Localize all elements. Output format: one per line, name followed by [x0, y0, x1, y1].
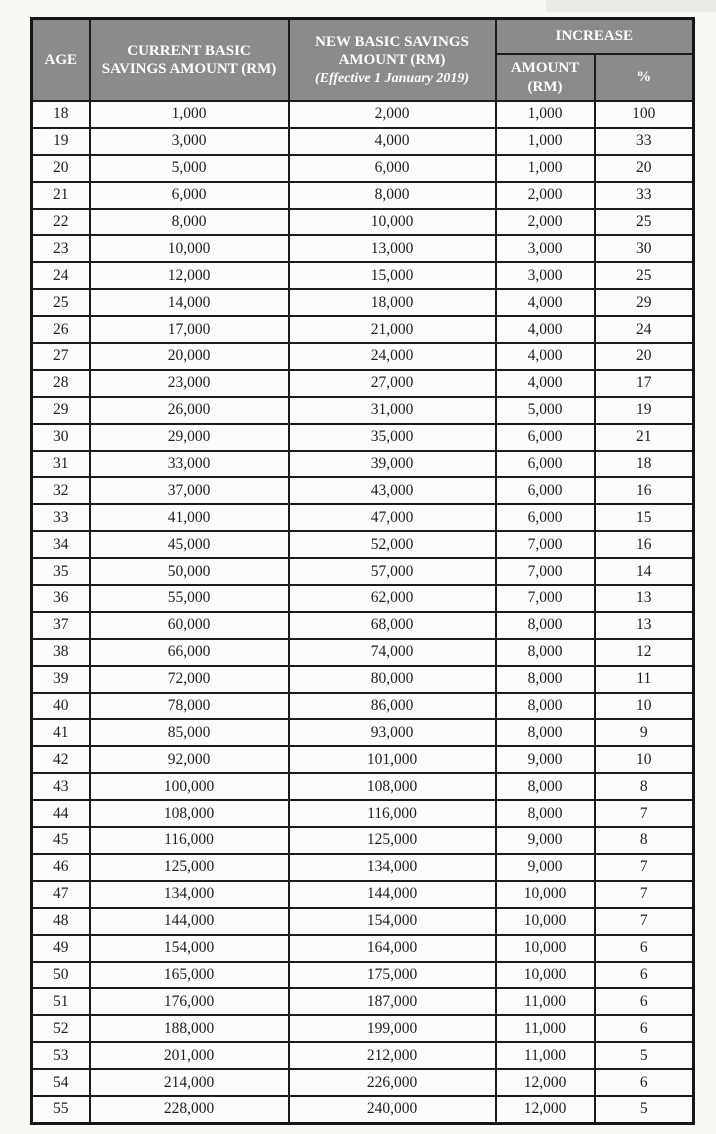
cell-increase-percent: 7	[595, 800, 694, 827]
cell-increase-percent: 6	[595, 935, 694, 962]
cell-age: 51	[32, 988, 90, 1015]
table-row	[32, 155, 694, 182]
cell-increase-percent: 11	[595, 666, 694, 693]
cell-age: 45	[32, 827, 90, 854]
table-row	[32, 316, 694, 343]
table-row	[32, 1069, 694, 1096]
table-row	[32, 370, 694, 397]
cell-age: 38	[32, 639, 90, 666]
cell-increase-percent: 33	[595, 128, 694, 155]
cell-increase-amount: 1,000	[496, 101, 595, 128]
cell-increase-percent: 17	[595, 370, 694, 397]
cell-current-savings: 17,000	[90, 316, 289, 343]
cell-current-savings: 134,000	[90, 881, 289, 908]
cell-increase-amount: 10,000	[496, 908, 595, 935]
table-row	[32, 477, 694, 504]
scan-artifact-strip	[546, 0, 716, 12]
cell-new-savings: 86,000	[289, 693, 496, 720]
cell-new-savings: 144,000	[289, 881, 496, 908]
cell-current-savings: 188,000	[90, 1015, 289, 1042]
cell-new-savings: 80,000	[289, 666, 496, 693]
cell-increase-percent: 30	[595, 235, 694, 262]
cell-current-savings: 23,000	[90, 370, 289, 397]
table-row	[32, 693, 694, 720]
cell-new-savings: 199,000	[289, 1015, 496, 1042]
cell-new-savings: 4,000	[289, 128, 496, 155]
cell-increase-percent: 7	[595, 908, 694, 935]
cell-current-savings: 165,000	[90, 962, 289, 989]
cell-age: 28	[32, 370, 90, 397]
basic-savings-table	[30, 17, 695, 1125]
cell-increase-amount: 8,000	[496, 693, 595, 720]
cell-current-savings: 78,000	[90, 693, 289, 720]
cell-current-savings: 33,000	[90, 451, 289, 478]
table-row	[32, 531, 694, 558]
cell-increase-percent: 6	[595, 988, 694, 1015]
cell-increase-percent: 10	[595, 693, 694, 720]
cell-new-savings: 35,000	[289, 424, 496, 451]
table-header	[32, 19, 694, 102]
table-row	[32, 881, 694, 908]
cell-age: 36	[32, 585, 90, 612]
cell-new-savings: 43,000	[289, 477, 496, 504]
cell-new-savings: 108,000	[289, 773, 496, 800]
cell-increase-amount: 2,000	[496, 182, 595, 209]
cell-age: 24	[32, 262, 90, 289]
cell-age: 48	[32, 908, 90, 935]
cell-increase-amount: 8,000	[496, 773, 595, 800]
cell-current-savings: 55,000	[90, 585, 289, 612]
cell-current-savings: 26,000	[90, 397, 289, 424]
cell-new-savings: 15,000	[289, 262, 496, 289]
cell-new-savings: 101,000	[289, 746, 496, 773]
cell-age: 32	[32, 477, 90, 504]
cell-increase-percent: 18	[595, 451, 694, 478]
cell-current-savings: 125,000	[90, 854, 289, 881]
cell-new-savings: 27,000	[289, 370, 496, 397]
cell-increase-percent: 33	[595, 182, 694, 209]
cell-current-savings: 144,000	[90, 908, 289, 935]
header-effective-date: (Effective 1 January 2019)	[314, 71, 470, 87]
cell-new-savings: 93,000	[289, 719, 496, 746]
table-row	[32, 827, 694, 854]
cell-new-savings: 21,000	[289, 316, 496, 343]
cell-increase-amount: 6,000	[496, 504, 595, 531]
cell-increase-percent: 14	[595, 558, 694, 585]
table-row	[32, 558, 694, 585]
cell-new-savings: 175,000	[289, 962, 496, 989]
cell-increase-percent: 5	[595, 1096, 694, 1123]
cell-increase-amount: 10,000	[496, 962, 595, 989]
cell-increase-percent: 8	[595, 827, 694, 854]
cell-increase-percent: 25	[595, 209, 694, 236]
cell-current-savings: 14,000	[90, 289, 289, 316]
table-row	[32, 397, 694, 424]
cell-new-savings: 62,000	[289, 585, 496, 612]
cell-increase-amount: 1,000	[496, 128, 595, 155]
cell-age: 40	[32, 693, 90, 720]
cell-new-savings: 18,000	[289, 289, 496, 316]
cell-increase-amount: 10,000	[496, 881, 595, 908]
table-row	[32, 209, 694, 236]
cell-increase-amount: 11,000	[496, 1042, 595, 1069]
cell-age: 19	[32, 128, 90, 155]
cell-increase-amount: 8,000	[496, 666, 595, 693]
cell-increase-amount: 8,000	[496, 800, 595, 827]
cell-increase-percent: 16	[595, 477, 694, 504]
cell-new-savings: 10,000	[289, 209, 496, 236]
cell-current-savings: 214,000	[90, 1069, 289, 1096]
header-row-main	[32, 19, 694, 55]
table-row	[32, 101, 694, 128]
cell-current-savings: 8,000	[90, 209, 289, 236]
table-row	[32, 746, 694, 773]
cell-increase-amount: 2,000	[496, 209, 595, 236]
cell-increase-percent: 6	[595, 1015, 694, 1042]
cell-age: 37	[32, 612, 90, 639]
cell-increase-amount: 7,000	[496, 558, 595, 585]
cell-current-savings: 116,000	[90, 827, 289, 854]
cell-increase-amount: 3,000	[496, 262, 595, 289]
cell-increase-amount: 11,000	[496, 988, 595, 1015]
cell-increase-amount: 6,000	[496, 477, 595, 504]
header-new-basic-savings	[289, 19, 496, 102]
cell-increase-amount: 8,000	[496, 639, 595, 666]
cell-current-savings: 12,000	[90, 262, 289, 289]
cell-increase-amount: 10,000	[496, 935, 595, 962]
cell-increase-percent: 19	[595, 397, 694, 424]
table-row	[32, 451, 694, 478]
cell-new-savings: 226,000	[289, 1069, 496, 1096]
cell-current-savings: 37,000	[90, 477, 289, 504]
table-row	[32, 128, 694, 155]
cell-new-savings: 24,000	[289, 343, 496, 370]
cell-age: 42	[32, 746, 90, 773]
table-row	[32, 908, 694, 935]
cell-new-savings: 2,000	[289, 101, 496, 128]
cell-new-savings: 134,000	[289, 854, 496, 881]
cell-increase-percent: 20	[595, 155, 694, 182]
cell-age: 43	[32, 773, 90, 800]
cell-current-savings: 3,000	[90, 128, 289, 155]
table-row	[32, 666, 694, 693]
cell-current-savings: 154,000	[90, 935, 289, 962]
cell-current-savings: 66,000	[90, 639, 289, 666]
cell-increase-percent: 13	[595, 612, 694, 639]
cell-increase-percent: 8	[595, 773, 694, 800]
table-row	[32, 612, 694, 639]
cell-age: 44	[32, 800, 90, 827]
cell-increase-amount: 12,000	[496, 1096, 595, 1123]
cell-increase-percent: 6	[595, 962, 694, 989]
cell-current-savings: 5,000	[90, 155, 289, 182]
cell-new-savings: 47,000	[289, 504, 496, 531]
header-increase-percent: %	[595, 54, 694, 101]
cell-new-savings: 240,000	[289, 1096, 496, 1123]
cell-new-savings: 6,000	[289, 155, 496, 182]
cell-new-savings: 57,000	[289, 558, 496, 585]
cell-increase-amount: 9,000	[496, 827, 595, 854]
cell-increase-amount: 5,000	[496, 397, 595, 424]
table-row	[32, 235, 694, 262]
cell-age: 31	[32, 451, 90, 478]
cell-new-savings: 125,000	[289, 827, 496, 854]
cell-increase-percent: 7	[595, 881, 694, 908]
cell-age: 30	[32, 424, 90, 451]
cell-increase-amount: 4,000	[496, 343, 595, 370]
cell-current-savings: 29,000	[90, 424, 289, 451]
cell-increase-amount: 9,000	[496, 854, 595, 881]
table-row	[32, 262, 694, 289]
cell-current-savings: 10,000	[90, 235, 289, 262]
cell-current-savings: 41,000	[90, 504, 289, 531]
cell-increase-percent: 16	[595, 531, 694, 558]
header-increase-amount: AMOUNT (RM)	[496, 54, 595, 101]
cell-increase-amount: 11,000	[496, 1015, 595, 1042]
cell-increase-percent: 29	[595, 289, 694, 316]
cell-increase-amount: 7,000	[496, 585, 595, 612]
cell-increase-percent: 24	[595, 316, 694, 343]
table-row	[32, 639, 694, 666]
cell-age: 27	[32, 343, 90, 370]
cell-increase-percent: 15	[595, 504, 694, 531]
cell-age: 39	[32, 666, 90, 693]
cell-age: 54	[32, 1069, 90, 1096]
cell-current-savings: 72,000	[90, 666, 289, 693]
cell-new-savings: 39,000	[289, 451, 496, 478]
cell-age: 55	[32, 1096, 90, 1123]
cell-age: 35	[32, 558, 90, 585]
cell-new-savings: 31,000	[289, 397, 496, 424]
cell-new-savings: 116,000	[289, 800, 496, 827]
cell-current-savings: 50,000	[90, 558, 289, 585]
cell-age: 41	[32, 719, 90, 746]
cell-current-savings: 201,000	[90, 1042, 289, 1069]
cell-age: 46	[32, 854, 90, 881]
cell-age: 50	[32, 962, 90, 989]
cell-age: 18	[32, 101, 90, 128]
cell-current-savings: 85,000	[90, 719, 289, 746]
header-age: AGE	[32, 19, 90, 102]
table-row	[32, 424, 694, 451]
cell-age: 22	[32, 209, 90, 236]
cell-age: 25	[32, 289, 90, 316]
cell-age: 53	[32, 1042, 90, 1069]
cell-age: 23	[32, 235, 90, 262]
table-row	[32, 935, 694, 962]
cell-increase-percent: 20	[595, 343, 694, 370]
cell-increase-amount: 3,000	[496, 235, 595, 262]
cell-age: 47	[32, 881, 90, 908]
cell-increase-percent: 7	[595, 854, 694, 881]
table-row	[32, 585, 694, 612]
cell-new-savings: 212,000	[289, 1042, 496, 1069]
table-row	[32, 289, 694, 316]
table-row	[32, 962, 694, 989]
cell-current-savings: 108,000	[90, 800, 289, 827]
cell-current-savings: 92,000	[90, 746, 289, 773]
cell-increase-amount: 6,000	[496, 451, 595, 478]
cell-current-savings: 228,000	[90, 1096, 289, 1123]
table-row	[32, 854, 694, 881]
cell-age: 49	[32, 935, 90, 962]
cell-age: 52	[32, 1015, 90, 1042]
cell-current-savings: 1,000	[90, 101, 289, 128]
cell-age: 21	[32, 182, 90, 209]
table-row	[32, 773, 694, 800]
cell-new-savings: 13,000	[289, 235, 496, 262]
cell-increase-amount: 1,000	[496, 155, 595, 182]
cell-increase-percent: 25	[595, 262, 694, 289]
table-row	[32, 1015, 694, 1042]
cell-increase-amount: 12,000	[496, 1069, 595, 1096]
table-row	[32, 343, 694, 370]
table-row	[32, 988, 694, 1015]
header-current-basic-savings: CURRENT BASIC SAVINGS AMOUNT (RM)	[90, 19, 289, 102]
cell-increase-percent: 13	[595, 585, 694, 612]
cell-increase-amount: 8,000	[496, 612, 595, 639]
table-row	[32, 800, 694, 827]
cell-increase-amount: 7,000	[496, 531, 595, 558]
table-row	[32, 1042, 694, 1069]
header-increase: INCREASE	[496, 19, 694, 55]
cell-new-savings: 187,000	[289, 988, 496, 1015]
cell-increase-percent: 5	[595, 1042, 694, 1069]
cell-current-savings: 45,000	[90, 531, 289, 558]
cell-increase-percent: 6	[595, 1069, 694, 1096]
table-row	[32, 1096, 694, 1123]
table-row	[32, 182, 694, 209]
cell-age: 34	[32, 531, 90, 558]
cell-increase-percent: 9	[595, 719, 694, 746]
cell-increase-amount: 4,000	[496, 316, 595, 343]
cell-new-savings: 164,000	[289, 935, 496, 962]
cell-new-savings: 74,000	[289, 639, 496, 666]
cell-current-savings: 60,000	[90, 612, 289, 639]
cell-current-savings: 100,000	[90, 773, 289, 800]
cell-new-savings: 52,000	[289, 531, 496, 558]
cell-increase-amount: 8,000	[496, 719, 595, 746]
cell-increase-percent: 21	[595, 424, 694, 451]
cell-current-savings: 6,000	[90, 182, 289, 209]
cell-increase-amount: 4,000	[496, 370, 595, 397]
cell-increase-amount: 4,000	[496, 289, 595, 316]
cell-current-savings: 176,000	[90, 988, 289, 1015]
cell-increase-percent: 10	[595, 746, 694, 773]
header-new-basic-savings-title: NEW BASIC SAVINGS AMOUNT (RM)	[315, 33, 469, 68]
cell-age: 33	[32, 504, 90, 531]
cell-age: 26	[32, 316, 90, 343]
table-row	[32, 504, 694, 531]
cell-current-savings: 20,000	[90, 343, 289, 370]
cell-new-savings: 154,000	[289, 908, 496, 935]
cell-new-savings: 8,000	[289, 182, 496, 209]
cell-increase-percent: 12	[595, 639, 694, 666]
cell-age: 29	[32, 397, 90, 424]
table-row	[32, 719, 694, 746]
cell-increase-amount: 6,000	[496, 424, 595, 451]
cell-new-savings: 68,000	[289, 612, 496, 639]
cell-age: 20	[32, 155, 90, 182]
cell-increase-amount: 9,000	[496, 746, 595, 773]
cell-increase-percent: 100	[595, 101, 694, 128]
table-body	[32, 101, 694, 1123]
